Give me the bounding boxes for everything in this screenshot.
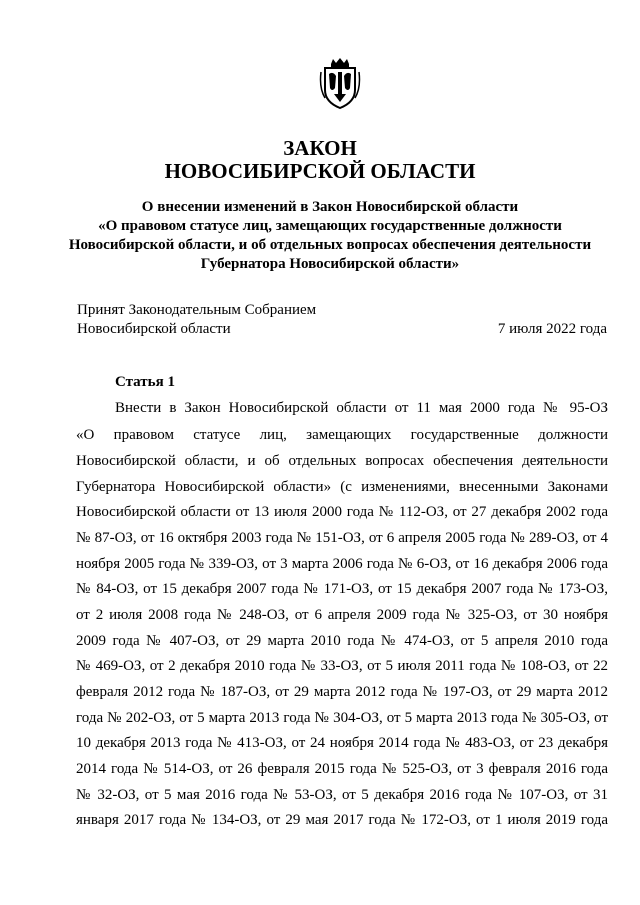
subtitle-line4: Губернатора Новосибирской области» xyxy=(200,256,460,272)
coat-of-arms-icon xyxy=(319,58,361,110)
body-line: № 87-ОЗ, от 16 октября 2003 года № 151-ОЗ, от 6 апреля 2005 года № 289-ОЗ, от 4 xyxy=(76,530,608,546)
body-line: Новосибирской области от 13 июля 2000 года № 112-ОЗ, от 27 декабря 2002 года xyxy=(76,504,608,520)
body-line: ноября 2005 года № 339-ОЗ, от 3 марта 2006 года № 6-ОЗ, от 16 декабря 2006 года xyxy=(76,556,608,572)
body-line: № 32-ОЗ, от 5 мая 2016 года № 53-ОЗ, от 5 декабря 2016 года № 107-ОЗ, от 31 xyxy=(76,787,608,803)
body-line: февраля 2012 года № 187-ОЗ, от 29 марта 2012 года № 197-ОЗ, от 29 марта 2012 xyxy=(76,684,608,700)
adoption-line2: Новосибирской области xyxy=(77,321,231,337)
law-title-line2: НОВОСИБИРСКОЙ ОБЛАСТИ xyxy=(164,159,476,183)
body-line: 2014 года № 514-ОЗ, от 26 февраля 2015 года № 525-ОЗ, от 3 февраля 2016 года xyxy=(76,761,608,777)
body-line: № 84-ОЗ, от 15 декабря 2007 года № 171-ОЗ, от 15 декабря 2007 года № 173-ОЗ, xyxy=(76,581,608,597)
body-line: «О правовом статусе лиц, замещающих государственные должности xyxy=(76,427,608,443)
body-line: 10 декабря 2013 года № 413-ОЗ, от 24 ноября 2014 года № 483-ОЗ, от 23 декабря xyxy=(76,735,608,751)
adoption-line1: Принят Законодательным Собранием xyxy=(77,302,317,318)
body-line: Внести в Закон Новосибирской области от 11 мая 2000 года № 95-ОЗ xyxy=(115,400,608,416)
subtitle-line1: О внесении изменений в Закон Новосибирской области xyxy=(141,199,519,215)
subtitle-line2: «О правовом статусе лиц, замещающих государственные должности xyxy=(98,218,562,234)
subtitle-line3: Новосибирской области, и об отдельных вопросах обеспечения деятельности xyxy=(68,237,592,253)
body-line: января 2017 года № 134-ОЗ, от 29 мая 2017 года № 172-ОЗ, от 1 июля 2019 года xyxy=(76,812,608,828)
body-line: № 469-ОЗ, от 2 декабря 2010 года № 33-ОЗ, от 5 июля 2011 года № 108-ОЗ, от 22 xyxy=(76,658,608,674)
body-line: 2009 года № 407-ОЗ, от 29 марта 2010 года № 474-ОЗ, от 5 апреля 2010 года xyxy=(76,633,608,649)
body-line: Губернатора Новосибирской области» (с изменениями, внесенными Законами xyxy=(76,479,608,495)
law-title-line1: ЗАКОН xyxy=(283,136,357,160)
body-line: Новосибирской области, и об отдельных вопросах обеспечения деятельности xyxy=(76,453,608,469)
body-line: от 2 июля 2008 года № 248-ОЗ, от 6 апреля 2009 года № 325-ОЗ, от 30 ноября xyxy=(76,607,608,623)
article-heading: Статья 1 xyxy=(115,374,175,390)
adoption-date: 7 июля 2022 года xyxy=(497,321,607,337)
body-line: года № 202-ОЗ, от 5 марта 2013 года № 304-ОЗ, от 5 марта 2013 года № 305-ОЗ, от xyxy=(76,710,608,726)
